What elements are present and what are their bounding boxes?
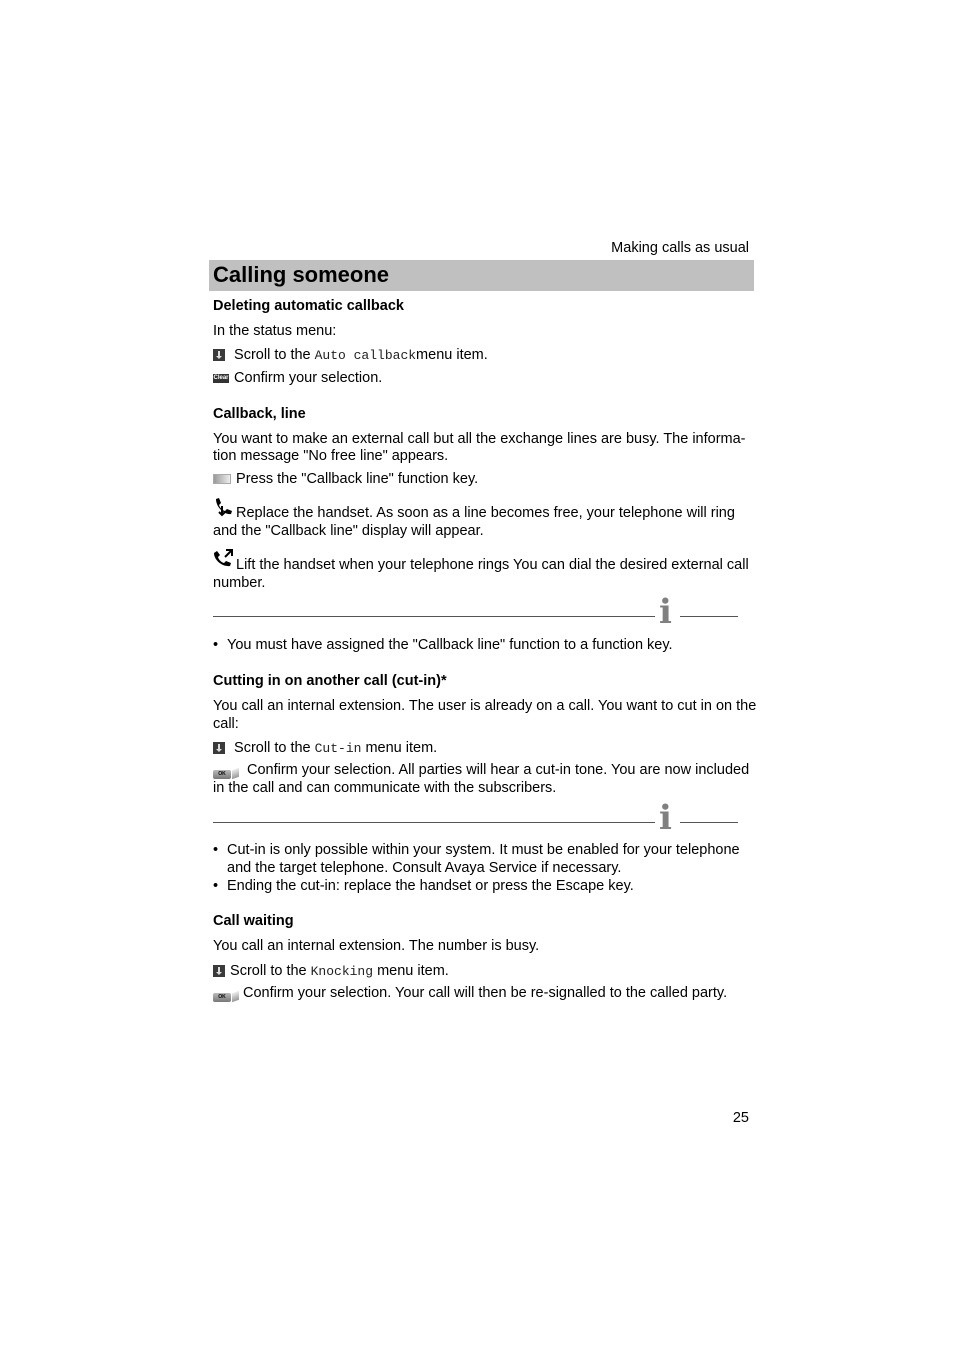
step-text-post: menu item. (361, 740, 438, 756)
callback-line-step-replace-1: Replace the handset. As soon as a line becomes free, your telephone will ring (236, 505, 735, 521)
callback-line-step-replace-2: and the "Callback line" display will appear. (213, 523, 484, 539)
bullet-glyph: • (213, 878, 219, 894)
page-number: 25 (732, 1110, 749, 1126)
call-waiting-step-confirm: Confirm your selection. Your call will then be re-signalled to the called party. (243, 985, 728, 1001)
call-waiting-para: You call an internal extension. The number is busy. (213, 938, 540, 954)
callback-line-step-lift-2: number. (213, 575, 266, 591)
scroll-key-icon (213, 349, 225, 361)
cut-in-step-confirm-1: Confirm your selection. All parties will hear a cut-in tone. You are now included (247, 762, 750, 778)
callback-line-step-lift-1: Lift the handset when your telephone rings You can dial the desired external call (236, 557, 749, 573)
section-heading-cut-in: Cutting in on another call (cut-in)* (213, 673, 447, 689)
info-icon: i (659, 798, 672, 838)
clear-key-icon: Clear (213, 374, 229, 381)
lift-handset-icon (212, 547, 234, 569)
ok-key-icon: OK (213, 988, 239, 1006)
info-divider-left (213, 822, 655, 823)
bullet-glyph: • (213, 842, 219, 858)
cut-in-step-scroll (213, 739, 437, 758)
page-title: Calling someone (213, 262, 390, 287)
info-bullet-cut-in-2: Ending the cut-in: replace the handset or press the Escape key. (227, 878, 634, 894)
menu-item-knocking: Knocking (310, 964, 374, 979)
step-text: Scroll to the (234, 347, 315, 363)
section-heading-callback-line: Callback, line (213, 406, 306, 422)
info-divider-right (680, 616, 738, 617)
replace-handset-icon (212, 496, 234, 518)
function-key-icon (213, 474, 231, 484)
cut-in-para-2: call: (213, 716, 239, 732)
step-text-post: menu item. (373, 963, 449, 979)
bullet-glyph: • (213, 637, 219, 653)
call-waiting-step-scroll (213, 962, 449, 981)
step-text: Scroll to the (234, 740, 315, 756)
deleting-step-scroll (213, 346, 488, 365)
deleting-intro: In the status menu: (213, 323, 337, 339)
step-text-post: menu item. (416, 347, 488, 363)
callback-line-para-1: You want to make an external call but all the exchange lines are busy. The informa- (213, 431, 746, 447)
info-divider-left (213, 616, 655, 617)
info-divider-right (680, 822, 738, 823)
info-bullet-cut-in-1a: Cut-in is only possible within your system. It must be enabled for your telephone (227, 842, 740, 858)
menu-item-cut-in: Cut-in (314, 741, 362, 756)
scroll-key-icon (213, 742, 225, 754)
cut-in-para-1: You call an internal extension. The user is already on a call. You want to cut in on the (213, 698, 757, 714)
callback-line-para-2: tion message "No free line" appears. (213, 448, 449, 464)
info-bullet-cut-in-1b: and the target telephone. Consult Avaya Service if necessary. (227, 860, 622, 876)
menu-item-auto-callback: Auto callback (314, 348, 417, 363)
callback-line-step-press (213, 470, 478, 488)
ok-key-icon: OK (213, 765, 239, 783)
deleting-step-confirm (213, 369, 382, 387)
scroll-key-icon (213, 965, 225, 977)
step-text: Press the "Callback line" function key. (236, 471, 479, 487)
section-heading-call-waiting: Call waiting (213, 913, 294, 929)
step-text: Scroll to the (230, 963, 311, 979)
info-icon: i (659, 592, 672, 632)
step-text: Confirm your selection. (234, 370, 383, 386)
cut-in-step-confirm-2: in the call and can communicate with the subscribers. (213, 780, 557, 796)
section-heading-deleting-callback: Deleting automatic callback (213, 298, 404, 314)
running-header: Making calls as usual (611, 240, 749, 256)
info-bullet-callback-line: You must have assigned the "Callback line" function to a function key. (227, 637, 673, 653)
